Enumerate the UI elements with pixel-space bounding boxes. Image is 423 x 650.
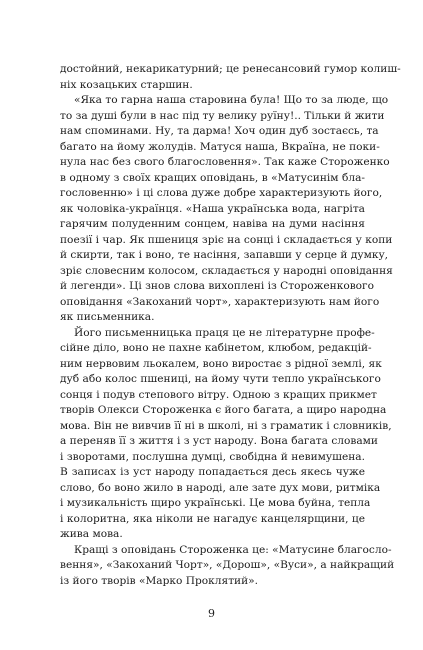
text-line: сійне діло, воно не пахне кабінетом, клюбом, редакцій- bbox=[60, 342, 372, 354]
text-line: В записах із уст народу попадається десь якесь чуже bbox=[60, 466, 365, 478]
text-line: зріє словесним колосом, складається у народні оповідання bbox=[60, 264, 393, 277]
text-line: Його письменницька праця це не літературне профе- bbox=[74, 326, 375, 339]
text-line: ніх козацьких старшин. bbox=[60, 78, 193, 91]
text-line: оповідання «Закоханий чорт», характеризують нам його bbox=[60, 295, 380, 308]
text-line: слово, бо воно жило в народі, але зате дух мови, ритміка bbox=[60, 481, 381, 494]
text-line: мова. Він не вивчив її ні в школі, ні з граматик і словників, bbox=[60, 419, 392, 432]
text-line: гарячим полуденним сонцем, навіва на думи насіння bbox=[60, 218, 365, 230]
text-block bbox=[60, 62, 401, 589]
text-line: гословенню» і ці слова дуже добре характеризують його, bbox=[60, 187, 383, 199]
text-line: «Яка то гарна наша старовина була! Що то за люде, що bbox=[74, 94, 389, 106]
text-line: й скирти, так і воно, те насіння, запавши у серце й думку, bbox=[60, 249, 389, 261]
text-line: і музикальність щиро українські. Це мова буйна, тепла bbox=[60, 497, 371, 509]
text-line: багато на йому жолудів. Матуся наша, Вкраїна, не поки- bbox=[60, 140, 380, 153]
text-line: а переняв її з життя і з уст народу. Вона багата словами bbox=[60, 435, 378, 447]
text-line: ним нервовим льокалем, воно виростає з рідної землі, як bbox=[60, 357, 382, 370]
text-line: із його творів «Марко Проклятий». bbox=[60, 574, 259, 587]
text-line: й легенди». Ці знов слова вихоплені із Стороженкового bbox=[60, 280, 374, 292]
text-line: то за душі були в нас під ту велику руїну!.. Тільки й жити bbox=[60, 109, 385, 122]
text-line: вення», «Закоханий Чорт», «Дорош», «Вуси», а найкращий bbox=[60, 559, 395, 571]
text-line: як чоловіка-українця. «Наша українська вода, нагріта bbox=[60, 202, 365, 215]
text-line: сонця і подув степового вітру. Одною з кращих прикмет bbox=[60, 388, 377, 401]
text-line: як письменника. bbox=[60, 311, 155, 323]
text-line: дуб або колос пшениці, на йому чути тепло українського bbox=[60, 373, 381, 385]
text-line: нула нас без свого благословення». Так каже Стороженко bbox=[60, 156, 390, 168]
text-line: достойний, некарикатурний; це ренесансовий гумор колиш- bbox=[60, 63, 401, 75]
page-number: 9 bbox=[208, 607, 215, 620]
text-line: поезії і чар. Як пшениця зріє на сонці і складається у копи bbox=[60, 233, 393, 246]
text-line: нам споминами. Ну, та дарма! Хоч один дуб зостаєсь, та bbox=[60, 125, 379, 137]
text-line: в одному з своїх кращих оповідань, в «Матусинім бла- bbox=[60, 171, 365, 184]
text-line: Кращі з оповідань Стороженка це: «Матусине благосло- bbox=[74, 543, 392, 556]
text-line: творів Олекси Стороженка є його багата, а щиро народна bbox=[60, 404, 387, 416]
text-line: жива мова. bbox=[60, 528, 123, 540]
text-line: і колоритна, яка ніколи не нагадує канцелярщини, це bbox=[60, 512, 365, 525]
text-line: і зворотами, послушна думці, свобідна й невимушена. bbox=[60, 450, 365, 463]
